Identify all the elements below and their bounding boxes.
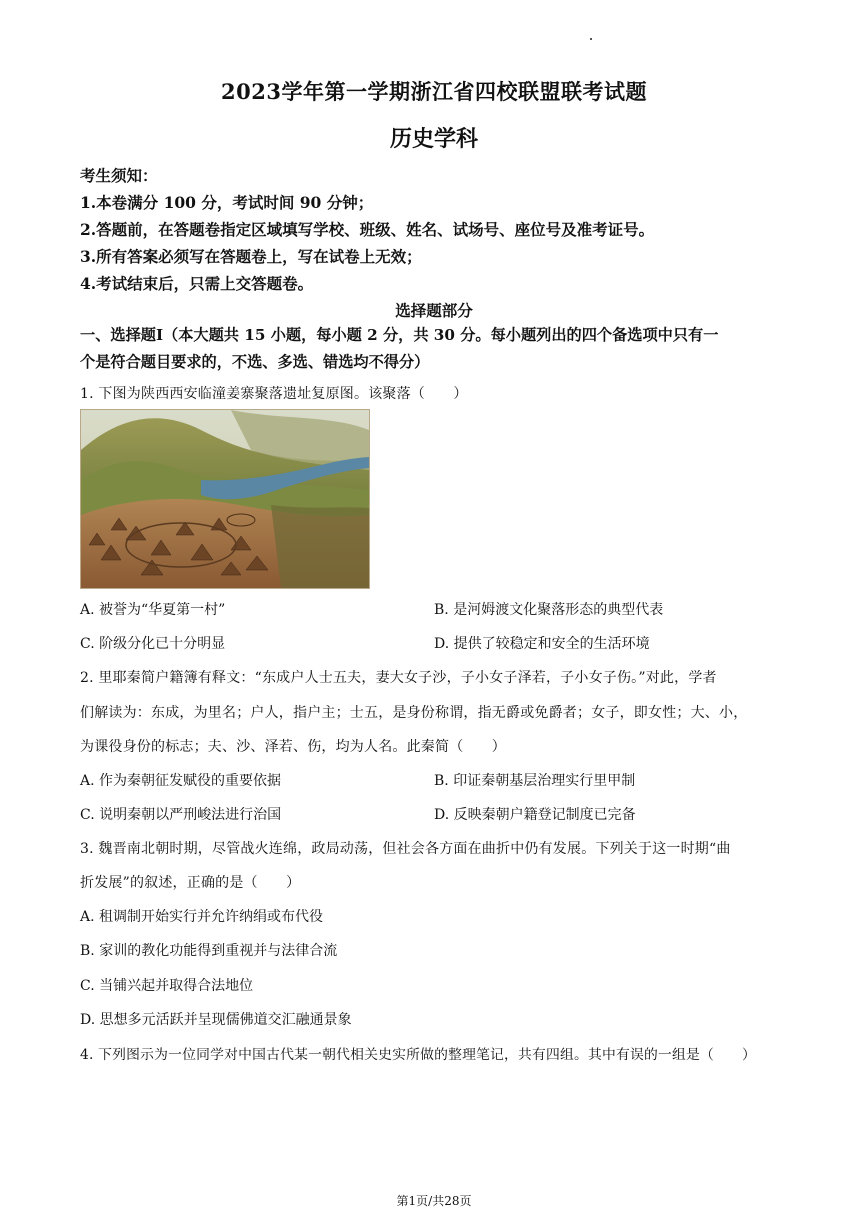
question-3-option-d[interactable]: D. 思想多元活跃并呈现儒佛道交汇融通景象 <box>80 1012 352 1028</box>
question-3-option-c[interactable]: C. 当铺兴起并取得合法地位 <box>80 978 254 994</box>
question-2-option-c[interactable]: C. 说明秦朝以严刑峻法进行治国 <box>80 807 282 823</box>
question-2-option-b[interactable]: B. 印证秦朝基层治理实行里甲制 <box>434 773 636 789</box>
question-1-option-b[interactable]: B. 是河姆渡文化聚落形态的典型代表 <box>434 602 664 618</box>
section-instructions: 一、选择题Ⅰ（本大题共 15 小题，每小题 2 分，共 30 分。每小题列出的四个备选项中只有一 <box>80 326 719 344</box>
exam-title: 2023学年第一学期浙江省四校联盟联考试题 <box>221 79 647 104</box>
question-1-option-d[interactable]: D. 提供了较稳定和安全的生活环境 <box>434 636 650 652</box>
question-1-option-c[interactable]: C. 阶级分化已十分明显 <box>80 636 226 652</box>
subject-title: 历史学科 <box>389 126 478 152</box>
scan-dot <box>590 38 592 40</box>
jiangzhai-settlement-illustration <box>80 409 370 589</box>
notice-item: 1.本卷满分 100 分，考试时间 90 分钟； <box>80 193 374 212</box>
notice-item: 3.所有答案必须写在答题卷上，写在试卷上无效； <box>80 247 422 266</box>
notice-item: 2.答题前，在答题卷指定区域填写学校、班级、姓名、试场号、座位号及准考证号。 <box>80 220 655 239</box>
question-3-option-b[interactable]: B. 家训的教化功能得到重视并与法律合流 <box>80 943 338 959</box>
question-3-option-a[interactable]: A. 租调制开始实行并允许纳绢或布代役 <box>80 909 324 925</box>
question-3-stem: 3. 魏晋南北朝时期，尽管战火连绵，政局动荡，但社会各方面在曲折中仍有发展。下列关于这一时期“曲 <box>80 841 731 857</box>
question-2-stem: 们解读为：东成，为里名；户人，指户主；士五，是身份称谓，指无爵或免爵者；女子，即女性；大、小， <box>80 705 748 721</box>
question-3-stem: 折发展”的叙述，正确的是（ ） <box>80 875 301 891</box>
question-1-option-a[interactable]: A. 被誉为“华夏第一村” <box>80 602 226 618</box>
question-2-option-d[interactable]: D. 反映秦朝户籍登记制度已完备 <box>434 807 636 823</box>
question-4-stem: 4. 下列图示为一位同学对中国古代某一朝代相关史实所做的整理笔记，共有四组。其中有误的一组是（ ） <box>80 1047 756 1063</box>
notice-item: 4.考试结束后，只需上交答题卷。 <box>80 274 314 293</box>
question-1-stem: 1. 下图为陕西西安临潼姜寨聚落遗址复原图。该聚落（ ） <box>80 386 468 402</box>
question-2-stem: 2. 里耶秦简户籍簿有释文：“东成户人士五夫，妻大女子沙，子小女子泽若，子小女子伤。”对此，学者 <box>80 670 717 686</box>
page-number: 第1页/共28页 <box>396 1194 472 1208</box>
section-instructions: 个是符合题目要求的，不选、多选、错选均不得分） <box>80 353 430 371</box>
question-2-stem: 为课役身份的标志；夫、沙、泽若、伤，均为人名。此秦简（ ） <box>80 739 506 755</box>
question-2-option-a[interactable]: A. 作为秦朝征发赋役的重要依据 <box>80 773 282 789</box>
notice-heading: 考生须知： <box>80 166 158 185</box>
section-title: 选择题部分 <box>395 301 473 320</box>
